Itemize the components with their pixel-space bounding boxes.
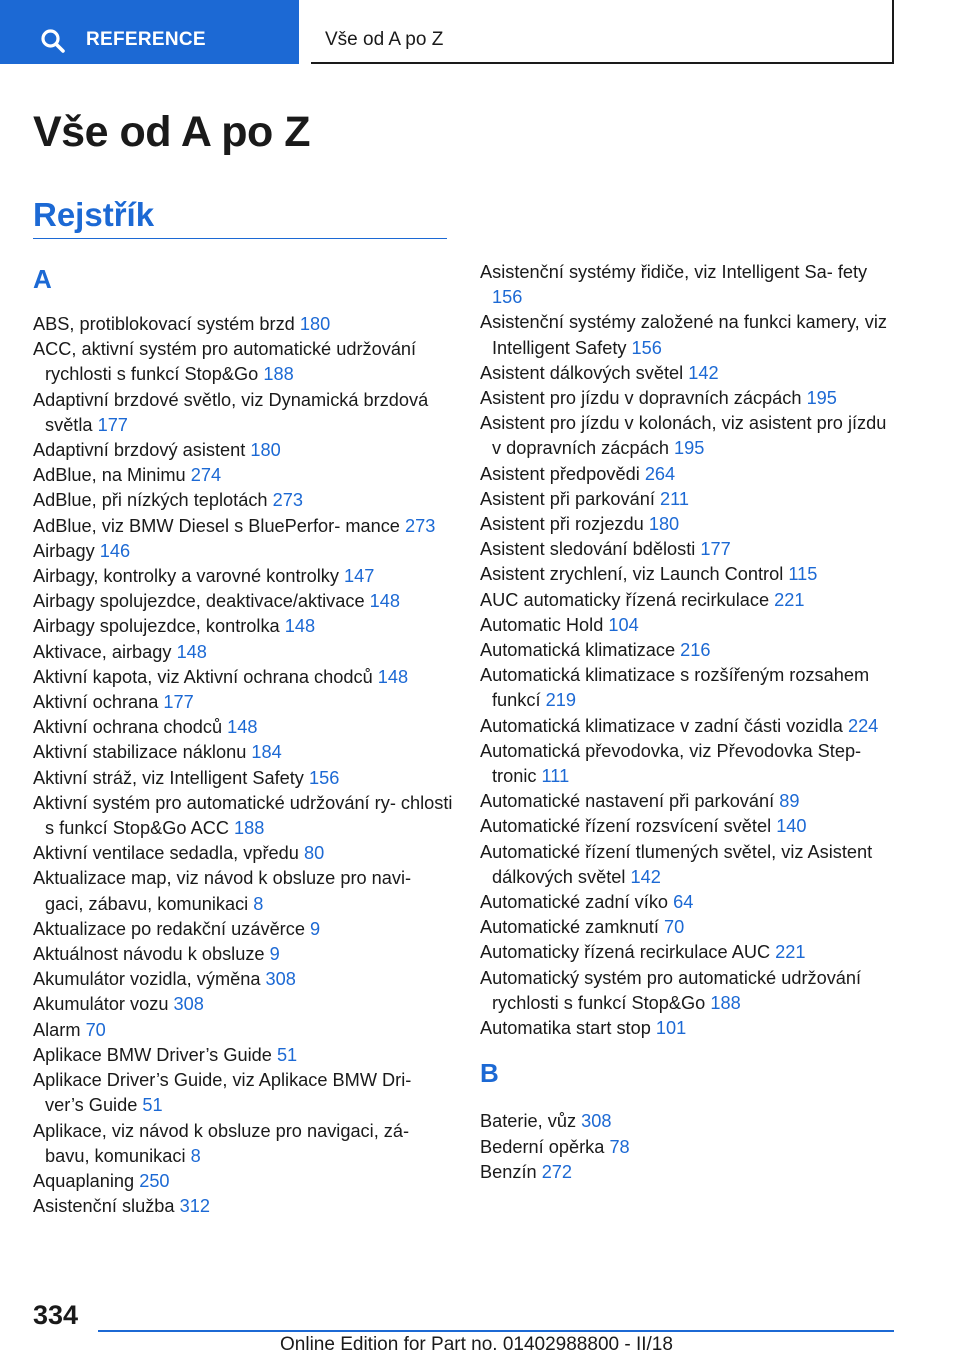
index-entry-page-link[interactable]: 148 — [369, 591, 401, 612]
index-entry-text: Automatické zadní víko — [480, 892, 669, 913]
index-entry-text: Adaptivní brzdové světlo, viz Dynamická brzdová světla — [33, 389, 429, 435]
index-entry-page-link[interactable]: 180 — [250, 440, 281, 461]
page-title: Vše od A po Z — [33, 108, 310, 156]
index-entry-text: ACC, aktivní systém pro automatické udržování rychlosti s funkcí Stop&Go — [33, 339, 417, 385]
index-entry-text: Aktivní ochrana chodců — [33, 717, 223, 738]
index-entry-text: Aplikace, viz návod k obsluze pro navigaci, zá‐ bavu, komunikaci — [33, 1120, 410, 1166]
index-entry-page-link[interactable]: 177 — [700, 539, 731, 560]
index-entry-page-link[interactable]: 195 — [806, 388, 837, 409]
index-entry-text: Asistent zrychlení, viz Launch Control — [480, 564, 784, 585]
index-entry[interactable] — [33, 1119, 453, 1169]
reference-tab[interactable] — [0, 0, 299, 64]
index-entry-text: AdBlue, viz BMW Diesel s BluePerfor‐ mance — [33, 515, 400, 536]
index-entry[interactable] — [33, 740, 453, 765]
index-entry[interactable] — [480, 739, 900, 789]
index-entry[interactable] — [33, 766, 453, 791]
index-entry-text: Aktivní stráž, viz Intelligent Safety — [33, 767, 304, 788]
index-entry-text: Automatické řízení tlumených světel, viz Asistent dálkových světel — [480, 841, 873, 887]
index-entry-text: Airbagy — [33, 540, 95, 561]
index-entry-text: Asistenční systémy založené na funkci kamery, viz Intelligent Safety — [480, 312, 888, 358]
index-entry-text: Aquaplaning — [33, 1170, 135, 1191]
index-entry-page-link[interactable]: 51 — [276, 1044, 298, 1065]
index-entry[interactable] — [480, 663, 900, 713]
index-entry-text: Asistent při parkování — [480, 488, 655, 509]
index-entry-text: Automatická klimatizace v zadní části vozidla — [480, 715, 843, 736]
index-entry-page-link[interactable]: 177 — [97, 414, 128, 435]
index-entry[interactable] — [480, 940, 900, 965]
index-entry-text: Automatický systém pro automatické udržování rychlosti s funkcí Stop&Go — [480, 967, 862, 1013]
index-entry-page-link[interactable]: 64 — [673, 892, 694, 913]
index-entry[interactable] — [480, 1016, 900, 1041]
index-entry-page-link[interactable]: 264 — [644, 463, 676, 484]
index-entry-list — [480, 260, 900, 1041]
footer-edition-text: Online Edition for Part no. 01402988800 - II/18 — [280, 1334, 673, 1355]
index-entry-text: Automatic Hold — [480, 614, 604, 635]
index-entry[interactable] — [33, 715, 453, 740]
index-entry[interactable] — [33, 1043, 453, 1068]
index-entry[interactable] — [33, 690, 453, 715]
index-entry-page-link[interactable]: 308 — [173, 994, 204, 1015]
index-entry-page-link[interactable]: 272 — [541, 1161, 573, 1182]
index-entry-page-link[interactable]: 312 — [179, 1196, 210, 1217]
index-entry-text: Asistent dálkových světel — [480, 362, 684, 383]
index-entry-text: Benzín — [480, 1161, 537, 1182]
index-entry-page-link[interactable]: 273 — [272, 490, 303, 511]
index-entry-text: Asistenční systémy řidiče, viz Intelligent Sa‐ fety — [480, 262, 868, 282]
index-entry-text: Asistent při rozjezdu — [480, 514, 644, 535]
index-entry-text: Airbagy, kontrolky a varovné kontrolky — [33, 566, 339, 587]
chapter-header — [311, 0, 894, 64]
index-entry-text: AUC automaticky řízená recirkulace — [480, 589, 770, 610]
section-divider — [33, 238, 447, 239]
index-entry[interactable] — [480, 462, 900, 487]
reference-tab-label: REFERENCE — [86, 29, 206, 50]
index-entry-page-link[interactable]: 216 — [680, 640, 711, 661]
index-column-left — [33, 258, 453, 1219]
index-letter-a: A — [33, 264, 52, 294]
index-entry[interactable] — [33, 337, 453, 387]
index-entry[interactable] — [33, 488, 453, 513]
index-entry[interactable] — [480, 915, 900, 940]
index-entry-text: Automatická převodovka, viz Převodovka Step‐ tronic — [480, 740, 862, 787]
index-entry[interactable] — [480, 613, 900, 638]
index-letter-b: B — [480, 1058, 499, 1089]
index-entry-page-link[interactable]: 89 — [779, 791, 800, 812]
index-entry-page-link[interactable]: 180 — [299, 314, 331, 334]
search-icon — [40, 28, 66, 54]
index-entry-page-link[interactable]: 148 — [227, 717, 258, 738]
index-entry-page-link[interactable]: 8 — [190, 1145, 201, 1166]
index-entry-page-link[interactable]: 147 — [344, 566, 375, 587]
index-entry[interactable] — [480, 512, 900, 537]
index-entry-text: Akumulátor vozidla, výměna — [33, 969, 261, 990]
index-entry[interactable] — [480, 1135, 900, 1160]
index-entry-page-link[interactable]: 70 — [85, 1019, 106, 1040]
index-entry[interactable] — [33, 791, 453, 841]
chapter-header-label: Vše od A po Z — [325, 29, 444, 50]
index-entry-page-link[interactable]: 184 — [251, 742, 282, 763]
index-entry-page-link[interactable]: 104 — [608, 614, 639, 635]
index-entry-text: Aktivní ventilace sedadla, vpředu — [33, 843, 299, 864]
index-entry-text: ABS, protiblokovací systém brzd — [33, 314, 295, 334]
index-entry[interactable] — [33, 312, 453, 337]
index-entry[interactable] — [480, 588, 900, 613]
index-entry-text: Akumulátor vozu — [33, 994, 169, 1015]
index-entry-text: Aktuálnost návodu k obsluze — [33, 944, 265, 965]
index-entry-page-link[interactable]: 177 — [163, 692, 194, 713]
index-entry[interactable] — [480, 487, 900, 512]
index-entry-text: Baterie, vůz — [480, 1111, 577, 1132]
index-entry-page-link[interactable]: 180 — [648, 514, 680, 535]
index-entry-page-link[interactable]: 221 — [775, 942, 806, 963]
index-entry[interactable] — [480, 638, 900, 663]
index-entry[interactable] — [480, 890, 900, 915]
index-entry[interactable] — [33, 1169, 453, 1194]
index-entry-text: Bederní opěrka — [480, 1136, 605, 1157]
index-entry-text: Asistent pro jízdu v kolonách, viz asistent pro jízdu v dopravních zácpách — [480, 413, 887, 459]
index-entry-page-link[interactable]: 219 — [545, 690, 576, 711]
index-entry[interactable] — [33, 614, 453, 639]
index-entry-text: Automatické zamknutí — [480, 917, 659, 938]
index-entry[interactable] — [480, 386, 900, 411]
index-entry-text: Aplikace Driver’s Guide, viz Aplikace BMW Dri‐ ver’s Guide — [33, 1070, 412, 1116]
index-entry[interactable] — [480, 361, 900, 386]
index-entry-text: Alarm — [33, 1019, 81, 1040]
index-entry[interactable] — [480, 1109, 900, 1134]
index-entry[interactable] — [480, 260, 900, 310]
index-entry[interactable] — [480, 537, 900, 562]
index-entry-page-link[interactable]: 115 — [788, 564, 818, 585]
index-entry-page-link[interactable]: 188 — [263, 364, 294, 385]
index-entry[interactable] — [33, 1068, 453, 1118]
index-entry[interactable] — [33, 463, 453, 488]
index-entry-page-link[interactable]: 195 — [674, 438, 705, 459]
index-entry-list — [480, 1109, 900, 1185]
index-entry-text: AdBlue, při nízkých teplotách — [33, 490, 268, 511]
index-entry-text: Automatická klimatizace s rozšířeným rozsahem funkcí — [480, 665, 870, 711]
index-entry-text: Automatické řízení rozsvícení světel — [480, 816, 772, 837]
index-entry-page-link[interactable]: 142 — [630, 866, 661, 887]
index-entry-page-link[interactable]: 148 — [284, 616, 316, 637]
index-entry-page-link[interactable]: 101 — [655, 1018, 687, 1039]
index-entry-page-link[interactable]: 211 — [659, 488, 689, 509]
index-entry-page-link[interactable]: 156 — [308, 767, 340, 788]
index-entry-page-link[interactable]: 78 — [609, 1136, 630, 1157]
index-entry-text: Asistenční služba — [33, 1196, 175, 1217]
index-entry[interactable] — [33, 1194, 453, 1219]
index-entry[interactable] — [480, 840, 900, 890]
index-entry-page-link[interactable]: 80 — [303, 843, 325, 864]
footer-divider — [98, 1330, 894, 1332]
index-entry-page-link[interactable]: 273 — [404, 515, 436, 536]
index-entry-page-link[interactable]: 146 — [99, 540, 131, 561]
index-entry-page-link[interactable]: 308 — [581, 1111, 612, 1132]
index-entry-text: Aktivní systém pro automatické udržování ry‐ chlosti s funkcí Stop&Go ACC — [33, 792, 453, 839]
index-entry-page-link[interactable]: 188 — [710, 992, 741, 1013]
index-entry[interactable] — [33, 917, 453, 942]
index-entry[interactable] — [480, 411, 900, 461]
index-entry[interactable] — [33, 539, 453, 564]
index-entry-text: Adaptivní brzdový asistent — [33, 440, 246, 461]
index-entry[interactable] — [33, 942, 453, 967]
index-entry[interactable] — [480, 562, 900, 587]
index-entry-page-link[interactable]: 250 — [139, 1170, 170, 1191]
index-entry-page-link[interactable]: 224 — [847, 715, 879, 736]
index-entry-text: Automaticky řízená recirkulace AUC — [480, 942, 771, 963]
index-column-right — [480, 260, 900, 1185]
index-entry-text: Aktivní stabilizace náklonu — [33, 742, 247, 763]
index-entry-page-link[interactable]: 188 — [234, 818, 265, 839]
index-entry[interactable] — [33, 1018, 453, 1043]
index-entry[interactable] — [33, 438, 453, 463]
index-entry[interactable] — [480, 966, 900, 1016]
index-entry-text: Automatické nastavení při parkování — [480, 791, 775, 812]
index-entry-text: Asistent pro jízdu v dopravních zácpách — [480, 388, 802, 409]
index-entry-text: Airbagy spolujezdce, kontrolka — [33, 616, 280, 637]
index-entry-page-link[interactable]: 140 — [776, 816, 807, 837]
index-entry-text: Automatika start stop — [480, 1018, 651, 1039]
index-entry-text: Aktivní ochrana — [33, 692, 159, 713]
index-entry-page-link[interactable]: 9 — [269, 944, 280, 965]
index-entry-page-link[interactable]: 148 — [377, 666, 409, 687]
index-entry-text: AdBlue, na Minimu — [33, 465, 186, 486]
index-entry[interactable] — [480, 1160, 900, 1185]
index-entry-page-link[interactable]: 148 — [176, 641, 207, 662]
index-entry-text: Asistent předpovědi — [480, 463, 640, 484]
index-entry[interactable] — [480, 789, 900, 814]
index-entry-text: Aktualizace map, viz návod k obsluze pro navi‐ gaci, zábavu, komunikaci — [33, 868, 412, 914]
index-entry[interactable] — [480, 714, 900, 739]
index-entry[interactable] — [480, 814, 900, 839]
index-entry[interactable] — [33, 514, 453, 539]
index-entry[interactable] — [33, 992, 453, 1017]
page-number: 334 — [33, 1300, 79, 1330]
index-entry-page-link[interactable]: 111 — [541, 766, 570, 787]
index-entry-text: Aktualizace po redakční uzávěrce — [33, 918, 305, 939]
index-entry-page-link[interactable]: 8 — [253, 893, 264, 914]
index-entry-page-link[interactable]: 142 — [688, 362, 719, 383]
index-entry[interactable] — [33, 388, 453, 438]
index-entry[interactable] — [480, 310, 900, 360]
index-entry-text: Asistent sledování bdělosti — [480, 539, 696, 560]
index-entry-text: Aplikace BMW Driver’s Guide — [33, 1044, 272, 1065]
index-entry[interactable] — [33, 967, 453, 992]
index-entry-text: Automatická klimatizace — [480, 640, 676, 661]
index-entry[interactable] — [33, 589, 453, 614]
index-entry-page-link[interactable]: 51 — [142, 1095, 163, 1116]
index-entry-text: Aktivace, airbagy — [33, 641, 172, 662]
index-entry[interactable] — [33, 665, 453, 690]
section-title: Rejstřík — [33, 196, 155, 233]
index-entry-page-link[interactable]: 70 — [663, 917, 685, 938]
index-entry[interactable] — [33, 564, 453, 589]
index-entry-page-link[interactable]: 274 — [190, 465, 222, 486]
index-entry[interactable] — [33, 866, 453, 916]
index-entry[interactable] — [33, 640, 453, 665]
index-entry-page-link[interactable]: 308 — [265, 969, 296, 990]
index-entry-text: Airbagy spolujezdce, deaktivace/aktivace — [33, 591, 365, 612]
index-entry-text: Aktivní kapota, viz Aktivní ochrana chodců — [33, 666, 373, 687]
index-entry-page-link[interactable]: 156 — [492, 287, 523, 308]
index-entry-page-link[interactable]: 156 — [631, 337, 662, 358]
index-entry-page-link[interactable]: 221 — [774, 589, 805, 610]
index-entry[interactable] — [33, 841, 453, 866]
index-entry-page-link[interactable]: 9 — [310, 918, 321, 939]
index-entry-list — [33, 312, 453, 1219]
